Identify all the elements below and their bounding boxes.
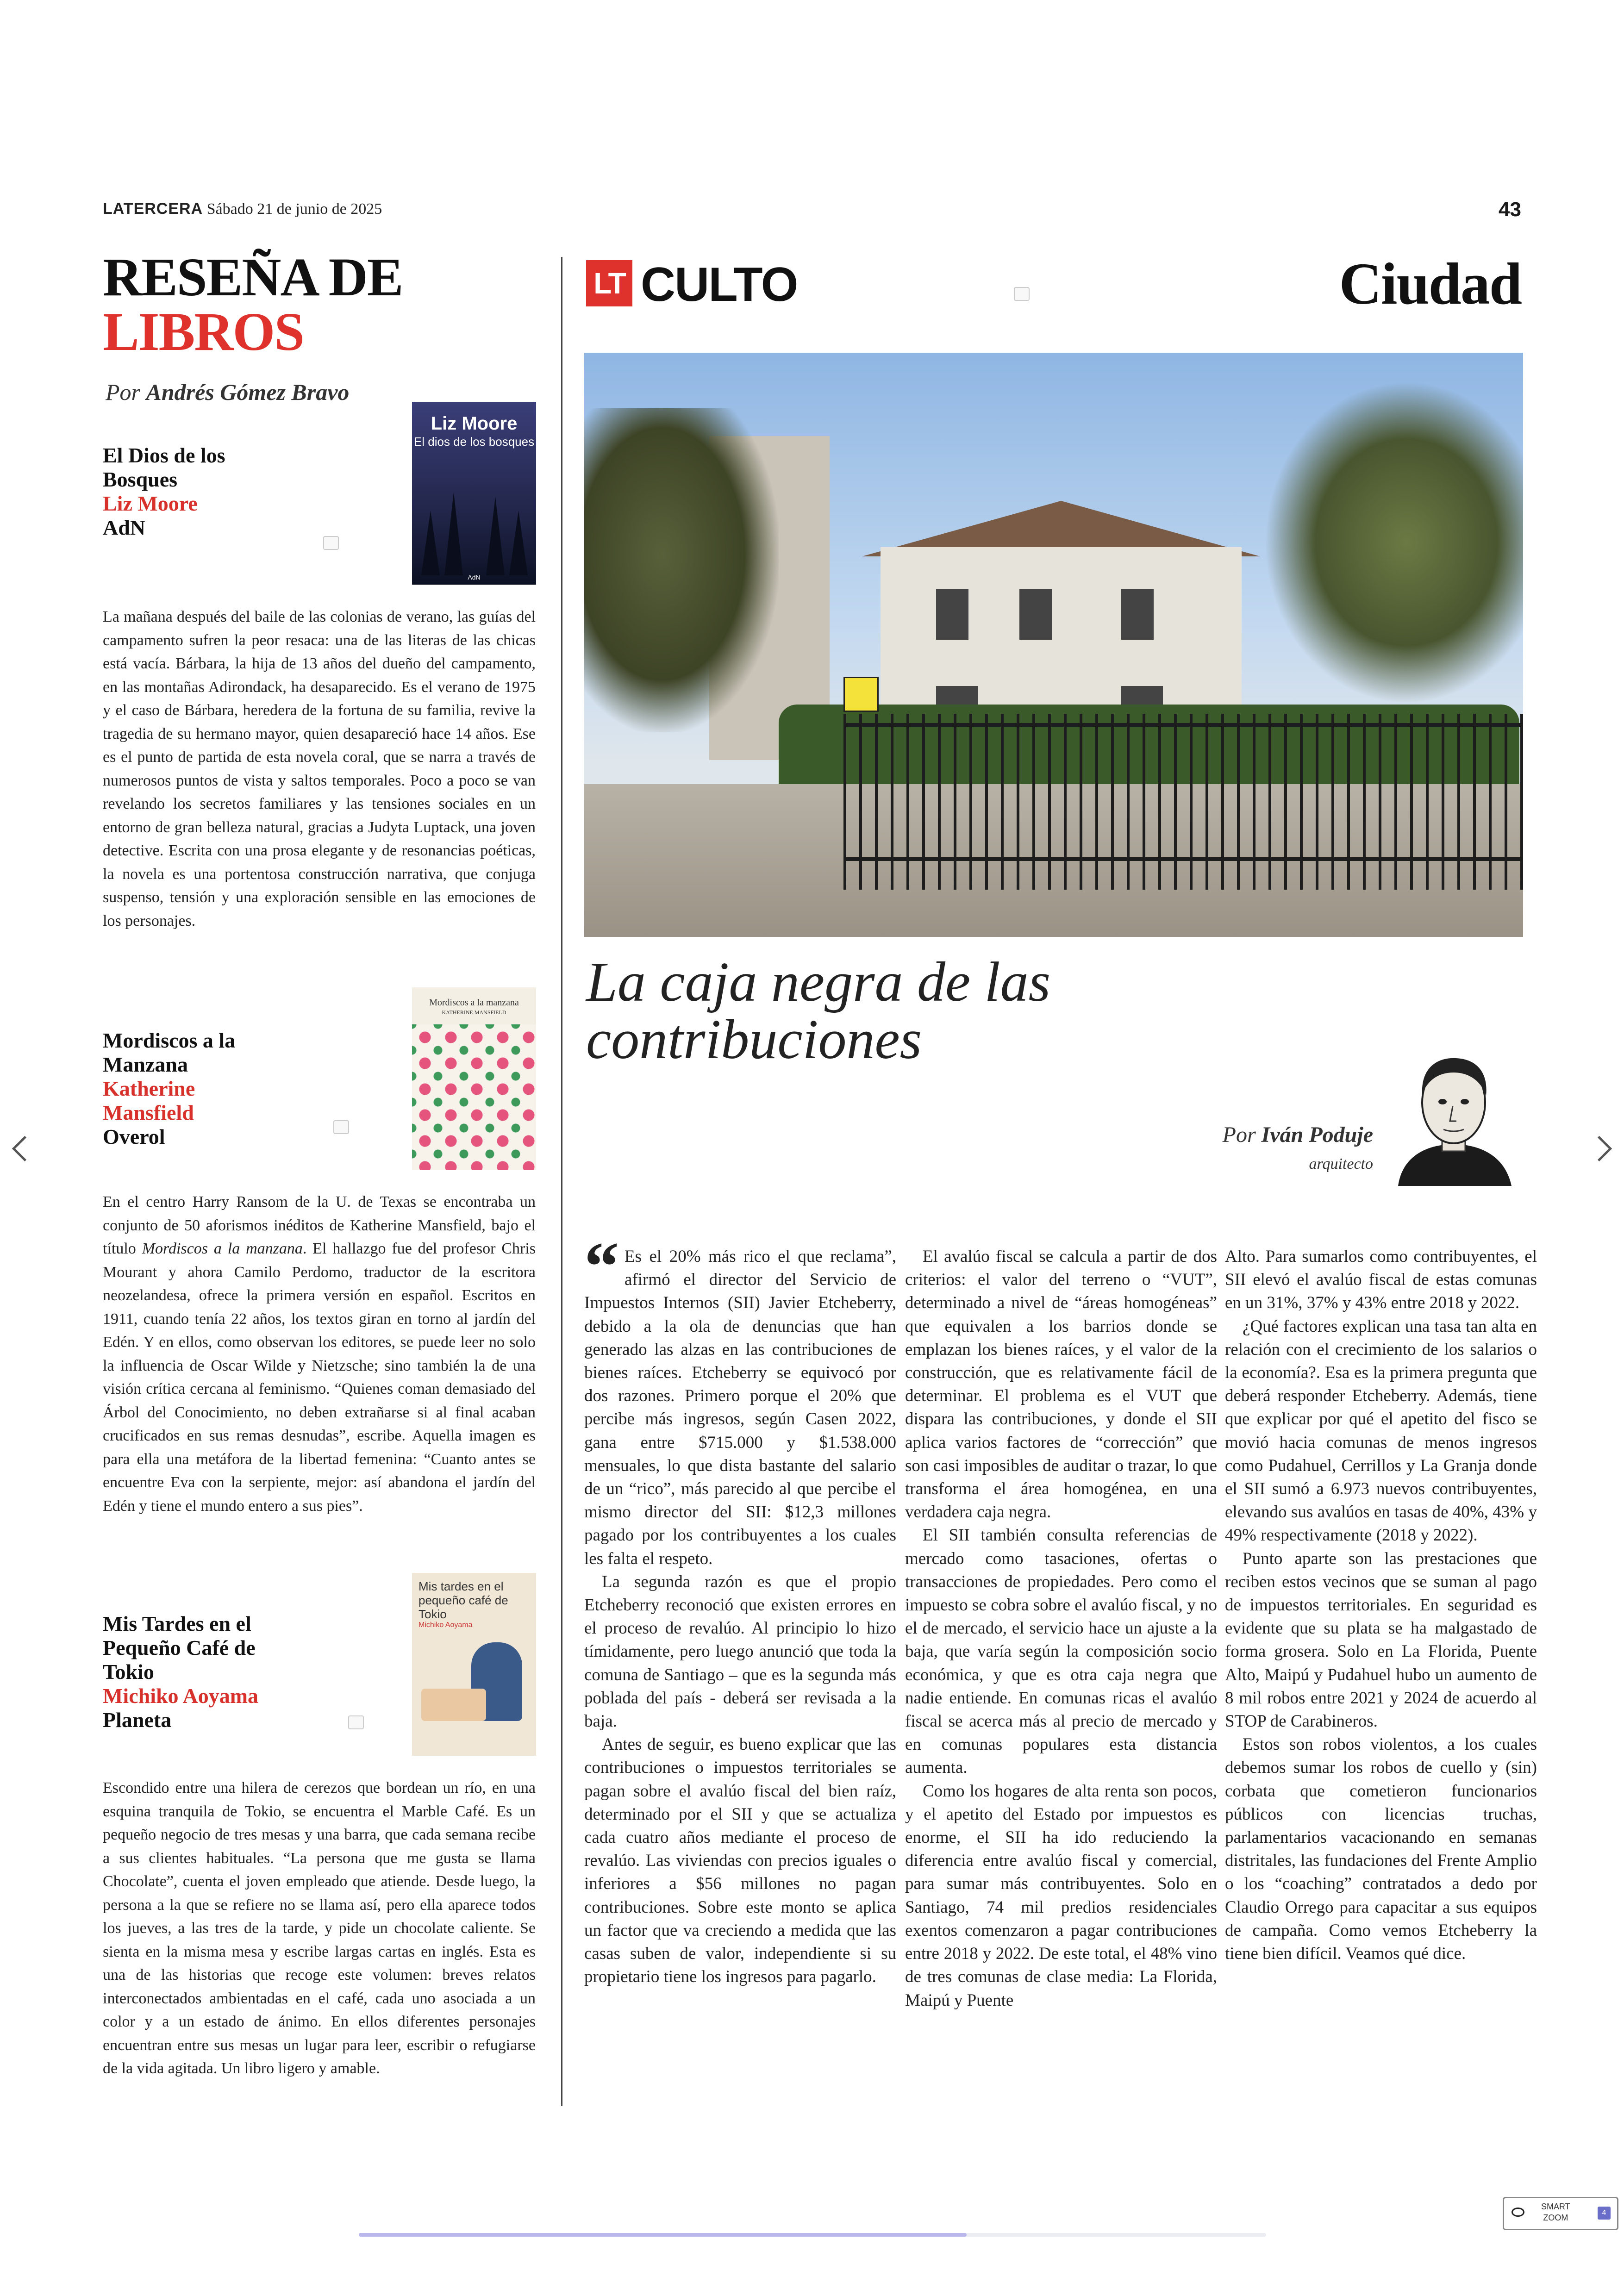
- book-2-review-paragraph: [103, 1191, 536, 1518]
- book-2-cover-author: KATHERINE MANSFIELD: [442, 1009, 506, 1016]
- book-2-review-part-2: . El hallazgo fue del profesor Chris Mourant y ahora Camilo Perdomo, traductor de la escritora neozelandesa, ofrece la primera versión en español. Escritos en 1911, cuando tenía 22 años, los textos giran en torno al jardín del Edén. Y en ellos, como observan los editores, se puede leer no solo la influencia de Oscar Wilde y Nietzsche; sino también la de una visión crítica cercana al feminismo. “Quienes coman demasiado del Árbol del Conocimiento, no deben extrañarse si al final acaban crucificados en sus remas desnudas”, escribe. Aquella imagen es para ella una metáfora de la libertad femenina: “Cuanto antes se encuentre Eva con la serpiente, mejor: así abandona el jardín del Edén y tiene el mundo entero a sus pies”.: [103, 1240, 536, 1515]
- article-paragraph: Antes de seguir, es bueno explicar que las contribuciones o impuestos territoriales se pagan sobre el avalúo fiscal del bien raíz, determinado por el SII y que se actualiza cada cuatro años mediante el proceso de revalúo. Las viviendas con precios iguales o inferiores a $56 millones no pagan contribuciones. Sobre este monto se aplica un factor que va creciendo a medida que las casas suben de valor, independiente si su propietario tiene los ingresos para pagarlo.: [584, 1735, 896, 1987]
- culto-logo: CULTO: [641, 258, 798, 312]
- book-1-cover[interactable]: [412, 402, 536, 585]
- article-paragraph: ¿Qué factores explican una tasa tan alta en relación con el crecimiento de los salarios o la economía?. Esa es la primera pregunta que deberá responder Etcheberry. Además, tiene que explicar por qué el apetito del fisco se movió hacia comunas de menos ingresos como Pudahuel, Cerrillos y La Granja donde el SII sumó a 6.973 nuevos contribuyentes, elevando sus avalúos en tasas de 40%, 43% y 49% respectivamente (2018 y 2022).: [1225, 1316, 1537, 1545]
- byline-name: Andrés Gómez Bravo: [146, 379, 350, 405]
- book-3-title-line-3: Tokio: [103, 1660, 154, 1684]
- expand-icon[interactable]: [1014, 287, 1030, 301]
- byline-prefix: Por: [106, 379, 140, 405]
- book-3-meta: [103, 1612, 334, 1732]
- smart-zoom-label: [1541, 2201, 1570, 2223]
- book-3-review-paragraph: Escondido entre una hilera de cerezos que bordean un río, en una esquina tranquila de Tokio, se encuentra el Marble Café. Es un pequeño negocio de tres mesas y una barra, que cada semana recibe a sus clientes habituales. “La persona que me gusta se llama Chocolate”, cuenta el joven empleado que atiende. Desde luego, la persona a la que se refiere no se llama así, pero ella aparece todos los jueves, a las tres de la tarde, y pide un chocolate caliente. Se sienta en la misma mesa y escribe largas cartas en inglés. Esta es una de las historias que recoge este volumen: breves relatos interconectados ambientadas en el café, cada uno asociada a un color y a un estado de ánimo. En ellos diferentes personajes encuentran entre sus mesas un lugar para leer, escribir o refugiarse de la vida agitada. Un libro ligero y amable.: [103, 1779, 536, 2077]
- book-3-cover-author: Michiko Aoyama: [418, 1621, 473, 1629]
- article-headline: [586, 951, 1327, 1071]
- book-2-title-line-2: Manzana: [103, 1053, 188, 1076]
- article-paragraph: [584, 1228, 896, 1571]
- expand-icon[interactable]: [348, 1715, 364, 1729]
- book-1-publisher: AdN: [103, 516, 146, 539]
- page-progress-bar[interactable]: [359, 2233, 1266, 2237]
- book-2-review-italic-title: Mordiscos a la manzana: [142, 1240, 303, 1257]
- section-label: Ciudad: [1339, 251, 1521, 317]
- issue-date: Sábado 21 de junio de 2025: [206, 200, 382, 218]
- article-author-role: arquitecto: [1309, 1155, 1373, 1172]
- cafe-table-illustration: [421, 1689, 486, 1721]
- article-paragraph: Como los hogares de alta renta son pocos, y el apetito del Estado por impuestos es enorme, el SII ha ido reduciendo la diferencia entre avalúo fiscal y comercial, para sumar más contribuyentes. Solo en Santiago, 74 mil predios residenciales exentos comenzaron a pagar contribuciones entre 2018 y 2022. De este total, el 48% vino de tres comunas de clase media: La Florida, Maipú y Puente: [905, 1781, 1217, 2010]
- book-1-cover-title: El dios de los bosques: [413, 435, 535, 449]
- page-number: 43: [1499, 198, 1521, 221]
- book-3-title-line-1: Mis Tardes en el: [103, 1612, 251, 1635]
- chevron-right-icon[interactable]: [1587, 1136, 1612, 1161]
- article-column-2: [905, 1245, 1217, 2012]
- smart-zoom-label-line-1: SMART: [1541, 2202, 1570, 2211]
- book-3-cover-title: Mis tardes en el pequeño café de Tokio: [418, 1579, 508, 1621]
- book-2-author-line-2: Mansfield: [103, 1101, 194, 1124]
- article-paragraph: El SII también consulta referencias de mercado como tasaciones, ofertas o transacciones de propiedades. Pero como el impuesto se cobra sobre el avalúo fiscal, y no el de mercado, el servicio hace un ajuste a la baja, que varía según la composición socio económica, y que es otra caja negra que nadie entiende. En comunas ricas el avalúo fiscal se acerca más al precio de mercado y en comunas populares esta distancia aumenta.: [905, 1526, 1217, 1777]
- smart-zoom-button[interactable]: [1503, 2197, 1618, 2230]
- book-2-review-part-1: En el centro Harry Ransom de la U. de Texas se encontraba un conjunto de 50 aforismos inéditos de Katherine Mansfield, bajo el título: [103, 1193, 536, 1257]
- article-author-name: Iván Poduje: [1261, 1123, 1373, 1147]
- book-2-title-line-1: Mordiscos a la: [103, 1029, 236, 1052]
- book-1-review-text: [103, 605, 536, 933]
- article-photo[interactable]: [584, 353, 1523, 937]
- book-2-publisher: Overol: [103, 1125, 165, 1148]
- book-1-author: Liz Moore: [103, 492, 198, 515]
- reviews-title-line-2: LIBROS: [103, 301, 304, 362]
- reviews-title-line-1: RESEÑA DE: [103, 247, 403, 307]
- book-1-cover-publisher: AdN: [468, 574, 481, 581]
- quote-mark: “: [584, 1228, 619, 1305]
- article-paragraph: Punto aparte son las prestaciones que reciben estos vecinos que se suman al pago de impuestos territoriales. En seguridad es evidente que su plata se ha malgastado de forma grosera. Solo en La Florida, Puente Alto, Maipú y Pudahuel hubo un aumento de 8 mil robos entre 2021 y 2024 de acuerdo al STOP de Carabineros.: [1225, 1549, 1537, 1731]
- book-3-review-text: [103, 1777, 536, 2081]
- newspaper-brand: LATERCERA: [103, 200, 203, 218]
- reviews-byline: [106, 379, 349, 405]
- article-paragraph: El avalúo fiscal se calcula a partir de dos criterios: el valor del terreno o “VUT”, determinado a nivel de “áreas homogéneas” que equivalen a los barrios donde se emplazan los bienes raíces, y el valor de la construcción, que es relativamente fácil de determinar. El problema es el VUT que dispara las contribuciones, y donde el SII aplica varios factores de “corrección” que son casi imposibles de auditar o trazar, lo que transforma el área homogénea, en una verdadera caja negra.: [905, 1247, 1217, 1522]
- article-paragraph-text: Es el 20% más rico el que reclama”, afirmó el director del Servicio de Impuestos Internos (SII) Javier Etcheberry, debido a la ola de denuncias que han generado las alzas en las contribuciones de bienes raíces. Etcheberry se equivocó por dos razones. Primero porque el 20% que percibe más ingresos, según Casen 2022, gana entre $715.000 y $1.538.000 mensuales, lo que dista bastante del salario de un “rico”, más parecido al que percibe el mismo director del SII: $12,3 millones pagado por los contribuyentes a los cuales les falta el respeto.: [584, 1247, 896, 1568]
- author-portrait-illustration: [1389, 1047, 1518, 1186]
- book-1-review-paragraph: La mañana después del baile de las colonias de verano, las guías del campamento sufren la peor resaca: una de las literas de las chicas está vacía. Bárbara, la hija de 13 años del dueño del campamento, en las montañas Adirondack, ha desaparecido. Es el verano de 1975 y el caso de Bárbara, heredera de la fortuna de su familia, revive la tragedia de su hermano mayor, quien desapareció hace 14 años. Ese es el punto de partida de esta novela coral, que se narra a través de numerosos puntos de vista y saltos temporales. Poco a poco se van revelando los secretos familiares y las tensiones sociales en un entorno de gran belleza natural, gracias a Judyta Luptack, una joven detective. Escrita con una prosa elegante y de resonancias poéticas, la novela es una portentosa construcción narrativa, que conjuga suspenso, tensión y una exploración sensible en las emociones de los personajes.: [103, 608, 536, 929]
- book-2-cover-title: Mordiscos a la manzana: [429, 998, 519, 1008]
- article-column-1: [584, 1228, 896, 1989]
- article-column-3: [1225, 1245, 1537, 1965]
- column-divider: [561, 257, 562, 2106]
- reviews-section-title: [103, 247, 427, 362]
- headline-line-2: contribuciones: [586, 1008, 922, 1071]
- page-progress-fill: [359, 2233, 967, 2237]
- book-1-meta: [103, 443, 334, 540]
- chevron-left-icon[interactable]: [12, 1136, 37, 1161]
- book-2-review-text: [103, 1191, 536, 1518]
- byline-prefix: Por: [1222, 1123, 1256, 1147]
- book-1-cover-author: Liz Moore: [431, 413, 518, 434]
- article-paragraph: Alto. Para sumarlos como contribuyentes, el SII elevó el avalúo fiscal de estas comunas en un 31%, 37% y 43% entre 2018 y 2022.: [1225, 1247, 1537, 1313]
- flower-pattern: [412, 1024, 536, 1170]
- book-1-title-line-1: El Dios de los: [103, 443, 225, 467]
- tree-icon: [509, 511, 528, 575]
- fence-rail: [843, 723, 1523, 727]
- book-3-author: Michiko Aoyama: [103, 1684, 259, 1708]
- photo-tree-right: [1264, 380, 1523, 705]
- book-2-author-line-1: Katherine: [103, 1077, 195, 1100]
- expand-icon[interactable]: [333, 1120, 349, 1134]
- photo-street-sign: [843, 677, 879, 712]
- masthead: [103, 200, 382, 218]
- fence-rail: [843, 857, 1523, 861]
- tree-icon: [486, 497, 505, 575]
- headline-line-1: La caja negra de las: [586, 951, 1051, 1013]
- expand-icon[interactable]: [323, 536, 339, 550]
- tree-icon: [421, 511, 440, 575]
- tree-icon: [444, 492, 463, 575]
- book-1-title-line-2: Bosques: [103, 468, 178, 491]
- book-3-title-line-2: Pequeño Café de: [103, 1636, 256, 1659]
- article-byline: [1223, 1122, 1373, 1148]
- book-2-meta: [103, 1029, 334, 1149]
- lt-logo: LT: [586, 260, 632, 306]
- photo-fence: [843, 714, 1523, 890]
- smart-zoom-badge: 4: [1598, 2207, 1611, 2220]
- article-paragraph: Estos son robos violentos, a los cuales debemos sumar los robos de cuello y (sin) corbata que cometieron funcionarios públicos con licencias truchas, parlamentarios vacacionando en semanas distritales, las fundaciones del Frente Amplio o los “coaching” contratados a dedo por Claudio Orrego para capacitar a sus equipos de campaña. Como vemos Etcheberry la tiene bien difícil. Veamos qué dice.: [1225, 1735, 1537, 1964]
- photo-tree-left: [584, 408, 779, 732]
- book-3-cover[interactable]: [412, 1573, 536, 1756]
- book-3-publisher: Planeta: [103, 1708, 172, 1732]
- book-2-cover[interactable]: [412, 987, 536, 1170]
- smart-zoom-label-line-2: ZOOM: [1543, 2213, 1568, 2222]
- article-paragraph: La segunda razón es que el propio Etcheberry reconoció que existen errores en el proceso de revalúo. Al principio lo hizo tímidamente, pero luego anunció que toda la comuna de Santiago – que es la segunda más poblada del país - deberá ser revisada a la baja.: [584, 1572, 896, 1731]
- eye-icon: [1512, 2208, 1524, 2217]
